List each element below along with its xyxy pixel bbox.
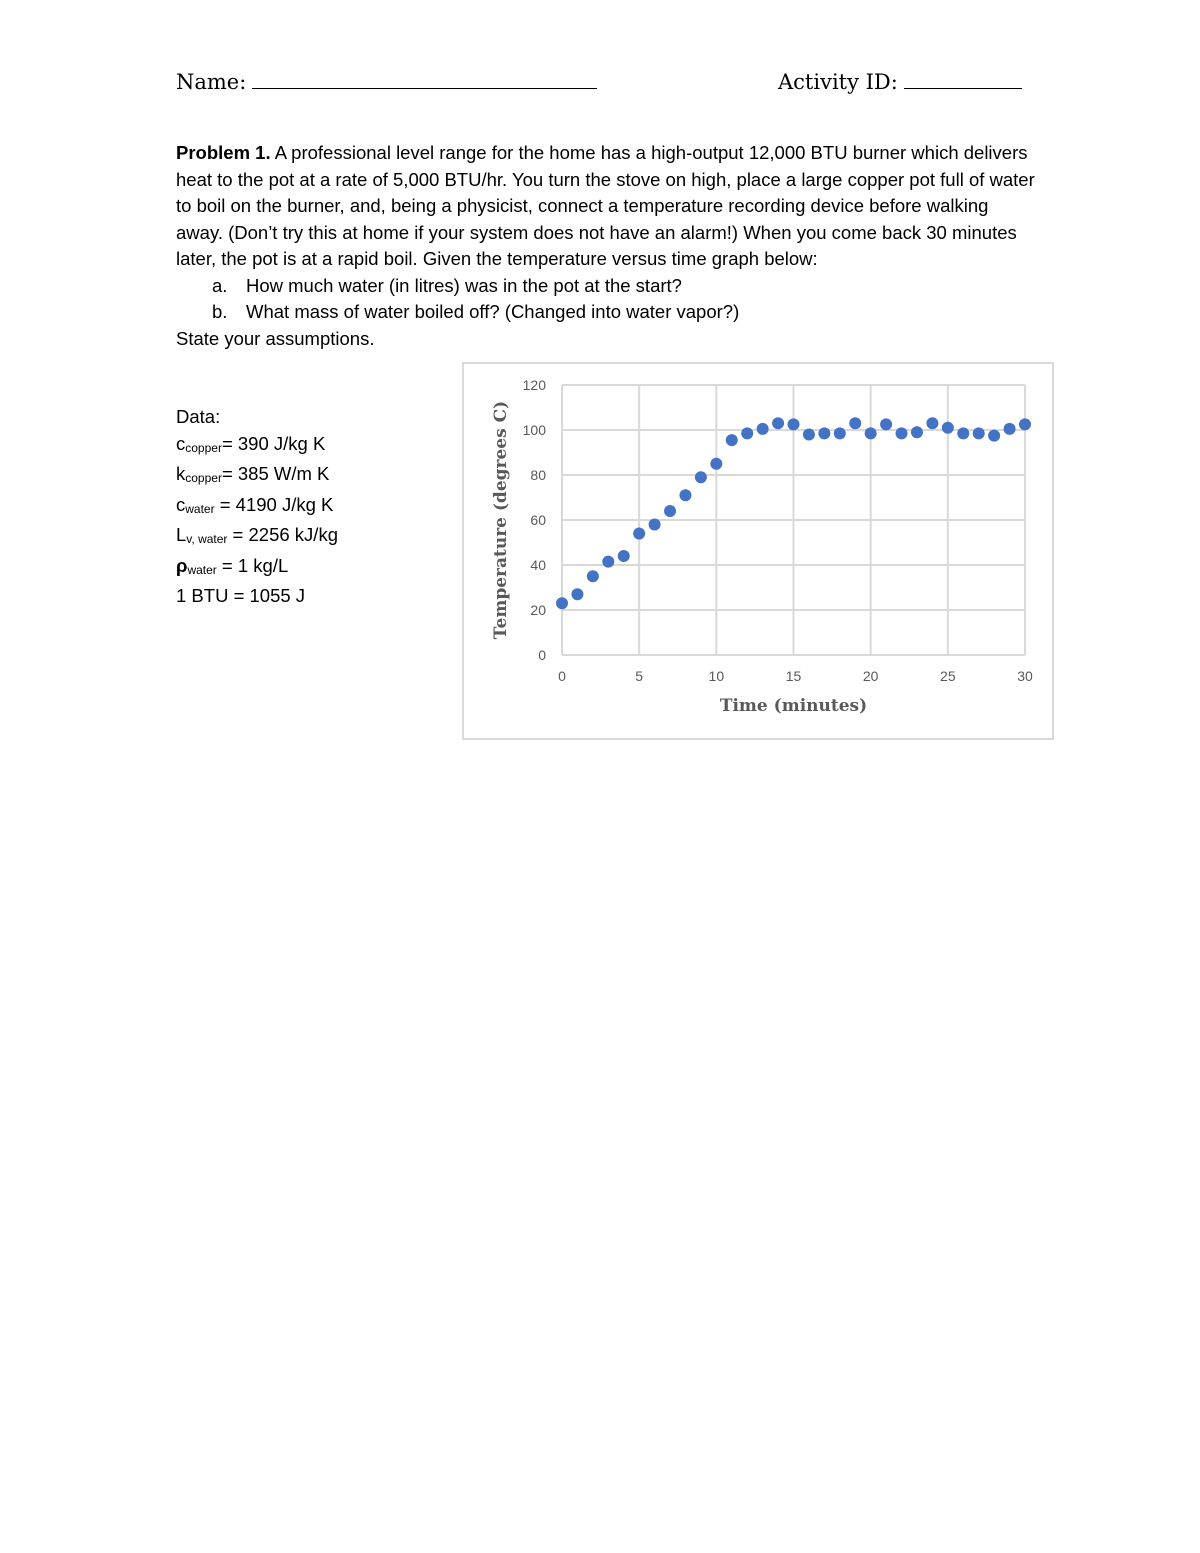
data-point: [926, 417, 938, 429]
data-point: [880, 418, 892, 430]
data-point: [788, 418, 800, 430]
y-tick-label: 120: [522, 377, 546, 393]
data-point: [741, 427, 753, 439]
data-block: [176, 404, 338, 610]
data-point: [710, 458, 722, 470]
y-tick-label: 20: [530, 602, 546, 618]
x-tick-label: 10: [708, 668, 725, 684]
x-tick-label: 25: [940, 668, 956, 684]
data-point: [988, 430, 1000, 442]
data-point: [556, 597, 568, 609]
temperature-chart: [462, 362, 1054, 740]
problem-text: A professional level range for the home has a high-output 12,000 BTU burner which delivers heat to the pot at a rate of 5,000 BTU/hr. You turn the stove on high, place a large copper pot full of water to boil on the burner, and, being a physicist, connect a temperature recording device before walking away. (Don’t try this at home if your system does not have an alarm!) When you come back 30 minutes later, the pot is at a rapid boil. Given the temperature versus time graph below:: [176, 142, 1035, 269]
activity-id-blank-line[interactable]: [904, 70, 1022, 89]
data-point: [834, 427, 846, 439]
y-tick-label: 80: [530, 467, 546, 483]
data-point: [726, 434, 738, 446]
name-label: Name:: [176, 70, 247, 94]
data-point: [849, 417, 861, 429]
y-tick-label: 100: [522, 422, 546, 438]
data-point: [757, 423, 769, 435]
data-point: [664, 505, 676, 517]
chart-svg: [464, 364, 1052, 738]
data-point: [973, 427, 985, 439]
y-tick-label: 60: [530, 512, 546, 528]
x-tick-label: 20: [862, 668, 879, 684]
x-tick-label: 0: [558, 668, 566, 684]
y-axis-title: Temperature (degrees C): [491, 400, 511, 640]
assumptions-line: State your assumptions.: [176, 327, 375, 349]
x-tick-label: 5: [635, 668, 644, 684]
problem-heading: Problem 1.: [176, 142, 271, 163]
question-a-text: How much water (in litres) was in the pot at the start?: [246, 274, 682, 296]
data-point: [911, 426, 923, 438]
activity-id-label: Activity ID:: [778, 70, 898, 94]
question-b-letter: b.: [212, 301, 228, 322]
k-copper-row: kcopper= 385 W/m K: [176, 463, 330, 485]
c-water-row: cwater = 4190 J/kg K: [176, 493, 334, 516]
question-a-letter: a.: [212, 274, 228, 296]
y-tick-label: 40: [530, 557, 546, 573]
rho-water-row: ρwater = 1 kg/L: [176, 554, 289, 577]
data-point: [772, 417, 784, 429]
data-point: [587, 570, 599, 582]
data-point: [571, 588, 583, 600]
btu-conversion-row: 1 BTU = 1055 J: [176, 585, 306, 606]
x-axis-title: Time (minutes): [719, 696, 868, 716]
data-point: [896, 427, 908, 439]
x-tick-label: 15: [785, 668, 802, 684]
data-point: [957, 427, 969, 439]
c-copper-row: ccopper= 390 J/kg K: [176, 432, 326, 455]
data-point: [1019, 418, 1031, 430]
data-point: [695, 471, 707, 483]
lv-water-row: Lv, water = 2256 kJ/kg: [176, 524, 338, 546]
data-point: [803, 429, 815, 441]
data-point: [618, 550, 630, 562]
name-field[interactable]: [176, 70, 597, 94]
data-point: [1004, 423, 1016, 435]
problem-statement: [176, 140, 1036, 352]
data-point: [633, 528, 645, 540]
question-b: [176, 299, 1036, 326]
data-title: Data:: [176, 406, 221, 427]
name-blank-line[interactable]: [252, 70, 597, 89]
problem-paragraph: [176, 140, 1036, 273]
y-tick-label: 0: [538, 647, 546, 663]
question-a: [176, 273, 1036, 300]
data-point: [602, 556, 614, 568]
data-point: [649, 519, 661, 531]
data-point: [818, 427, 830, 439]
question-b-text: What mass of water boiled off? (Changed into water vapor?): [246, 301, 740, 322]
data-point: [679, 489, 691, 501]
data-point: [865, 427, 877, 439]
activity-id-field[interactable]: [778, 70, 1022, 94]
data-point: [942, 422, 954, 434]
x-tick-label: 30: [1017, 668, 1033, 684]
